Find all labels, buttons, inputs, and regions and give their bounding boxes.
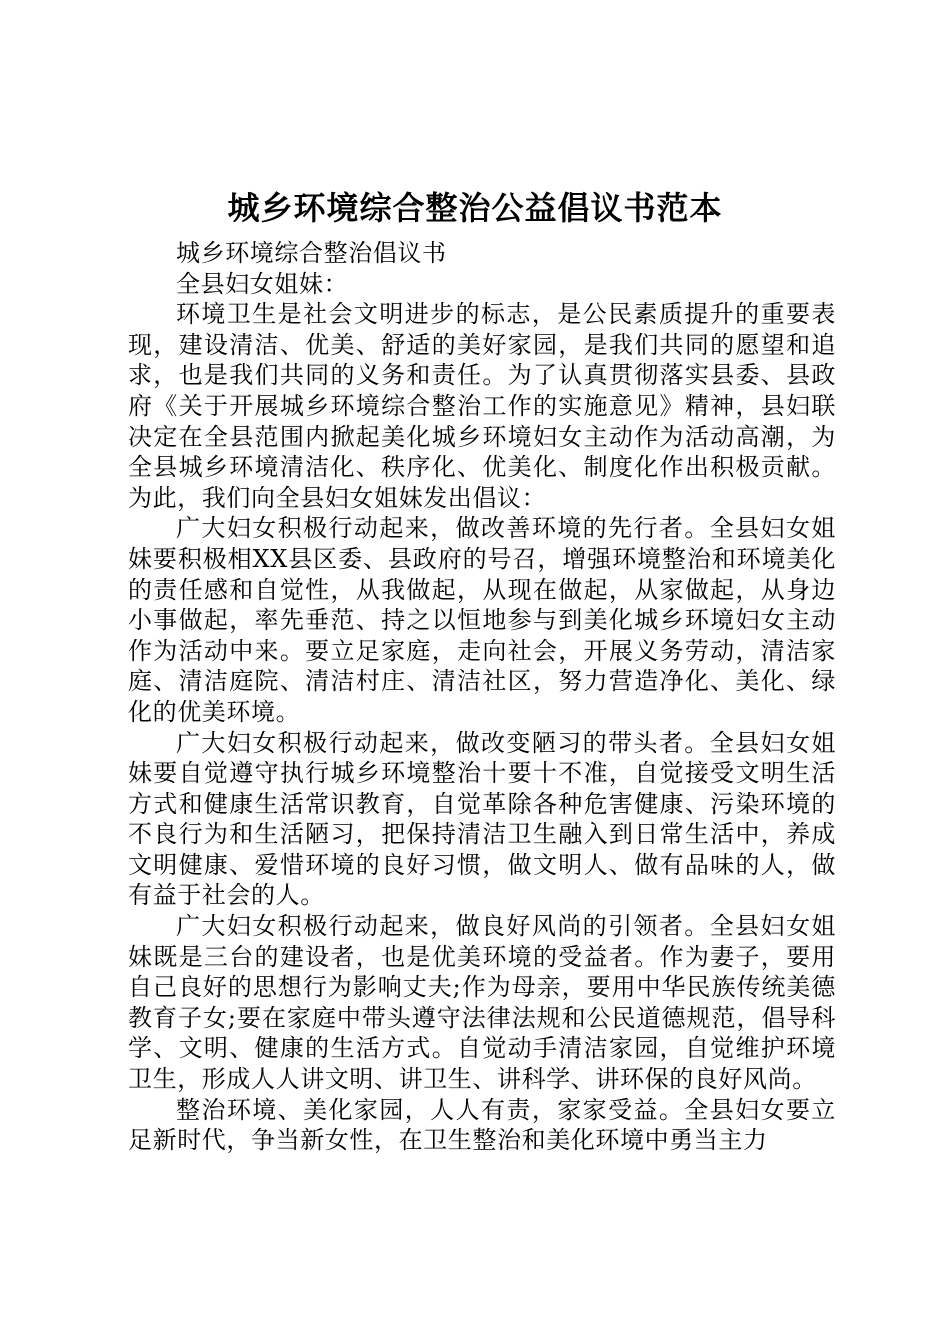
paragraph-closing: 整治环境、美化家园，人人有责，家家受益。全县妇女要立足新时代，争当新女性，在卫生整治和美化环境中勇当主力 — [128, 1095, 836, 1155]
paragraph-habits: 广大妇女积极行动起来，做改变陋习的带头者。全县妇女姐妹要自觉遵守执行城乡环境整治十要十不准，自觉接受文明生活方式和健康生活常识教育，自觉革除各种危害健康、污染环境的不良行为和生活陋习，把保持清洁卫生融入到日常生活中，养成文明健康、爱惜环境的良好习惯，做文明人、做有品味的人，做有益于社会的人。 — [128, 728, 836, 910]
paragraph-pioneer: 广大妇女积极行动起来，做改善环境的先行者。全县妇女姐妹要积极相XX县区委、县政府的号召，增强环境整治和环境美化的责任感和自觉性，从我做起，从现在做起，从家做起，从身边小事做起，率先垂范、持之以恒地参与到美化城乡环境妇女主动作为活动中来。要立足家庭，走向社会，开展义务劳动，清洁家庭、清洁庭院、清洁村庄、清洁社区，努力营造净化、美化、绿化的优美环境。 — [128, 514, 836, 726]
paragraph-subtitle: 城乡环境综合整治倡议书 — [176, 239, 447, 267]
paragraph-ethos: 广大妇女积极行动起来，做良好风尚的引领者。全县妇女姐妹既是三台的建设者，也是优美环境的受益者。作为妻子，要用自己良好的思想行为影响丈夫;作为母亲，要用中华民族传统美德教育子女;要在家庭中带头遵守法律法规和公民道德规范，倡导科学、文明、健康的生活方式。自觉动手清洁家园，自觉维护环境卫生，形成人人讲文明、讲卫生、讲科学、讲环保的良好风尚。 — [128, 912, 836, 1094]
paragraph-intro: 环境卫生是社会文明进步的标志，是公民素质提升的重要表现，建设清洁、优美、舒适的美好家园，是我们共同的愿望和追求，也是我们共同的义务和责任。为了认真贯彻落实县委、县政府《关于开展城乡环境综合整治工作的实施意见》精神，县妇联决定在全县范围内掀起美化城乡环境妇女主动作为活动高潮，为全县城乡环境清洁化、秩序化、优美化、制度化作出积极贡献。为此，我们向全县妇女姐妹发出倡议： — [128, 300, 836, 512]
document-body — [128, 238, 836, 1156]
paragraph-salutation: 全县妇女姐妹： — [176, 269, 349, 298]
document-title: 城乡环境综合整治公益倡议书范本 — [227, 189, 723, 227]
